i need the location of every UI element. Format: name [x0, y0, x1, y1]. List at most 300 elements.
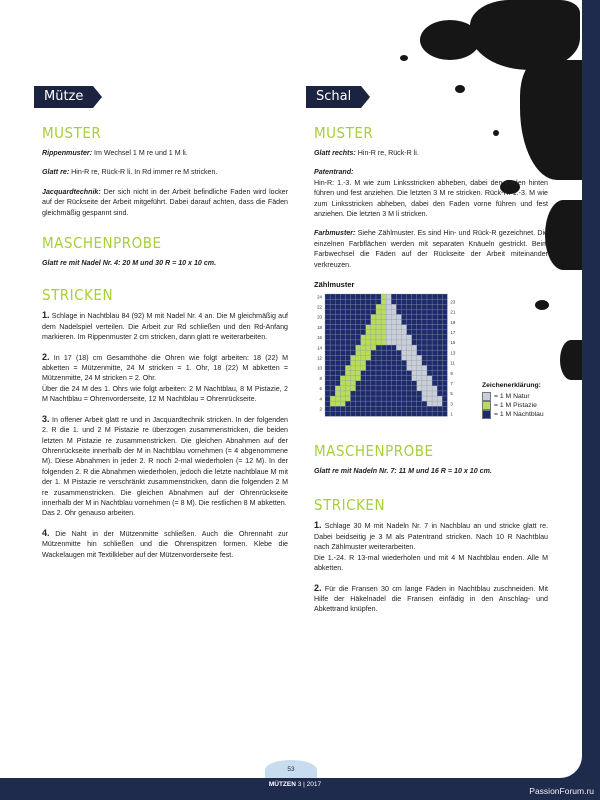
chart-cell: [361, 381, 366, 386]
chart-cell: [366, 371, 371, 376]
chart-cell: [345, 314, 350, 319]
chart-cell: [335, 381, 340, 386]
chart-tick-left: 10: [317, 365, 322, 371]
chart-cell: [361, 299, 366, 304]
chart-cell: [432, 391, 437, 396]
chart-cell: [422, 371, 427, 376]
chart-cell: [396, 376, 401, 381]
chart-cell: [427, 376, 432, 381]
chart-cell: [371, 345, 376, 350]
chart-tick-left: 16: [317, 335, 322, 341]
chart-cell: [442, 294, 447, 299]
chart-cell: [396, 340, 401, 345]
chart-cell: [356, 391, 361, 396]
chart-cell: [371, 391, 376, 396]
chart-cell: [335, 299, 340, 304]
chart-cell: [396, 355, 401, 360]
chart-cell: [335, 345, 340, 350]
legend-item-pistazie: [482, 401, 552, 410]
chart-cell: [335, 350, 340, 355]
chart-cell: [437, 320, 442, 325]
chart-cell: [345, 406, 350, 411]
chart-cell: [345, 376, 350, 381]
label-glatt-rechts: Glatt rechts:: [314, 149, 356, 157]
chart-tick-right: 17: [450, 330, 456, 336]
chart-cell: [442, 335, 447, 340]
chart-cell: [361, 314, 366, 319]
chart-cell: [381, 314, 386, 319]
chart-tick-right: 21: [450, 309, 456, 315]
chart-cell: [361, 350, 366, 355]
chart-cell: [396, 391, 401, 396]
chart-cell: [442, 406, 447, 411]
chart-cell: [371, 355, 376, 360]
chart-cell: [351, 335, 356, 340]
chart-cell: [351, 299, 356, 304]
chart-cell: [356, 330, 361, 335]
chart-cell: [381, 299, 386, 304]
chart-cell: [371, 406, 376, 411]
chart-cell: [325, 345, 330, 350]
chart-cell: [417, 340, 422, 345]
chart-cell: [351, 406, 356, 411]
chart-cell: [437, 299, 442, 304]
paragraph-maschenprobe: [42, 258, 288, 268]
chart-cell: [371, 304, 376, 309]
chart-cell: [366, 330, 371, 335]
chart-cell: [381, 386, 386, 391]
chart-cell: [340, 335, 345, 340]
maschenprobe-heading: MASCHENPROBE: [314, 442, 434, 461]
chart-cell: [361, 391, 366, 396]
chart-cell: [437, 411, 442, 416]
chart-cell: [325, 371, 330, 376]
chart-cell: [381, 365, 386, 370]
chart-cell: [351, 330, 356, 335]
chart-cell: [335, 294, 340, 299]
chart-cell: [407, 365, 412, 370]
chart-cell: [371, 320, 376, 325]
chart-cell: [340, 411, 345, 416]
chart-cell: [437, 401, 442, 406]
chart-cell: [330, 340, 335, 345]
zaehlmuster-grid: [314, 292, 484, 420]
chart-cell: [402, 330, 407, 335]
chart-tick-left: 12: [317, 355, 322, 361]
chart-cell: [371, 299, 376, 304]
chart-cell: [427, 396, 432, 401]
chart-cell: [325, 406, 330, 411]
chart-cell: [351, 294, 356, 299]
chart-cell: [402, 401, 407, 406]
chart-cell: [381, 294, 386, 299]
chart-cell: [437, 294, 442, 299]
chart-cell: [391, 411, 396, 416]
chart-cell: [396, 330, 401, 335]
chart-cell: [442, 340, 447, 345]
chart-cell: [376, 330, 381, 335]
chart-cell: [396, 360, 401, 365]
chart-cell: [371, 401, 376, 406]
chart-cell: [381, 350, 386, 355]
chart-cell: [345, 350, 350, 355]
chart-cell: [422, 401, 427, 406]
right-column: [314, 86, 548, 624]
chart-cell: [427, 391, 432, 396]
chart-cell: [422, 350, 427, 355]
chart-cell: [366, 335, 371, 340]
chart-cell: [330, 386, 335, 391]
chart-cell: [422, 376, 427, 381]
chart-cell: [402, 391, 407, 396]
chart-cell: [345, 294, 350, 299]
chart-cell: [386, 294, 391, 299]
step-2-continued: Über die 24 M des 1. Ohrs wie folgt arbeiten: 2 M Nachtblau, 8 M Pistazie, 2 M Nachtblau = Ohrenvorderseite, 12 M Nachtblau = Ohrenrückseite.: [42, 384, 288, 404]
chart-cell: [330, 391, 335, 396]
chart-cell: [412, 345, 417, 350]
ink-splatter: [560, 340, 582, 380]
chart-cell: [432, 350, 437, 355]
chart-cell: [381, 309, 386, 314]
legend-title: Zeichenerklärung:: [482, 382, 541, 390]
chart-cell: [351, 340, 356, 345]
chart-cell: [417, 365, 422, 370]
step-number: 2.: [42, 351, 50, 362]
chart-tick-right: 1: [450, 411, 453, 417]
chart-tick-left: 2: [319, 406, 322, 412]
chart-cell: [340, 294, 345, 299]
chart-tick-right: 15: [450, 340, 456, 346]
chart-cell: [442, 314, 447, 319]
muster-heading: MUSTER: [314, 124, 374, 142]
chart-cell: [417, 345, 422, 350]
chart-cell: [376, 411, 381, 416]
chart-cell: [432, 320, 437, 325]
chart-cell: [437, 355, 442, 360]
chart-cell: [391, 406, 396, 411]
chart-cell: [402, 411, 407, 416]
chart-cell: [427, 401, 432, 406]
chart-cell: [376, 314, 381, 319]
chart-cell: [412, 314, 417, 319]
chart-cell: [351, 396, 356, 401]
chart-cell: [386, 391, 391, 396]
chart-cell: [351, 376, 356, 381]
chart-cell: [427, 365, 432, 370]
chart-cell: [402, 325, 407, 330]
chart-cell: [407, 360, 412, 365]
chart-cell: [422, 294, 427, 299]
chart-cell: [386, 309, 391, 314]
chart-cell: [381, 335, 386, 340]
chart-cell: [402, 355, 407, 360]
chart-cell: [386, 411, 391, 416]
chart-cell: [345, 386, 350, 391]
chart-cell: [396, 371, 401, 376]
chart-cell: [335, 401, 340, 406]
chart-cell: [345, 355, 350, 360]
chart-tick-left: 20: [317, 314, 322, 320]
chart-cell: [432, 381, 437, 386]
chart-cell: [437, 330, 442, 335]
chart-cell: [407, 406, 412, 411]
chart-cell: [396, 304, 401, 309]
chart-cell: [371, 294, 376, 299]
chart-cell: [427, 320, 432, 325]
swatch-natur: [482, 392, 491, 401]
step-number: 1.: [314, 520, 322, 531]
chart-cell: [412, 396, 417, 401]
chart-cell: [422, 411, 427, 416]
paragraph-glatt-re: [42, 167, 288, 177]
chart-cell: [330, 365, 335, 370]
chart-cell: [356, 314, 361, 319]
chart-cell: [407, 396, 412, 401]
chart-cell: [442, 360, 447, 365]
label-jacquard: Jacquardtechnik:: [42, 187, 101, 196]
chart-cell: [361, 304, 366, 309]
chart-cell: [345, 401, 350, 406]
watermark: PassionForum.ru: [529, 786, 594, 796]
chart-cell: [437, 396, 442, 401]
chart-cell: [325, 314, 330, 319]
chart-cell: [340, 396, 345, 401]
chart-cell: [422, 360, 427, 365]
chart-cell: [376, 304, 381, 309]
chart-cell: [351, 345, 356, 350]
chart-cell: [330, 320, 335, 325]
chart-cell: [442, 376, 447, 381]
ink-splatter: [400, 55, 408, 61]
chart-cell: [330, 325, 335, 330]
footer-magazine: [255, 778, 335, 800]
chart-cell: [442, 355, 447, 360]
label-glatt-re: Glatt re:: [42, 168, 70, 177]
chart-cell: [376, 365, 381, 370]
chart-title: Zählmuster: [314, 280, 355, 290]
chart-cell: [437, 345, 442, 350]
chart-cell: [351, 365, 356, 370]
chart-cell: [366, 401, 371, 406]
chart-cell: [371, 360, 376, 365]
chart-cell: [407, 345, 412, 350]
chart-cell: [422, 314, 427, 319]
step-text: Für die Fransen 30 cm lange Fäden in Nachtblau zuschneiden. Mit Hilfe der Häkelnadel die Fransen einfädig in den Anschlag- und Abkettrand knüpfen.: [314, 584, 548, 614]
chart-cell: [371, 396, 376, 401]
chart-cell: [376, 340, 381, 345]
chart-cell: [432, 411, 437, 416]
chart-cell: [402, 381, 407, 386]
swatch-pistazie: [482, 401, 491, 410]
chart-cell: [345, 345, 350, 350]
chart-cell: [366, 309, 371, 314]
chart-cell: [417, 314, 422, 319]
zaehlmuster-chart: [314, 292, 548, 420]
chart-cell: [407, 320, 412, 325]
chart-cell: [335, 371, 340, 376]
chart-cell: [432, 314, 437, 319]
chart-cell: [417, 330, 422, 335]
chart-cell: [442, 320, 447, 325]
chart-cell: [371, 371, 376, 376]
chart-cell: [402, 309, 407, 314]
chart-cell: [356, 386, 361, 391]
chart-cell: [391, 340, 396, 345]
chart-cell: [396, 325, 401, 330]
chart-cell: [345, 371, 350, 376]
chart-cell: [330, 401, 335, 406]
chart-cell: [432, 401, 437, 406]
chart-cell: [412, 365, 417, 370]
chart-tick-left: 8: [319, 375, 322, 381]
chart-cell: [396, 386, 401, 391]
chart-cell: [351, 386, 356, 391]
chart-cell: [427, 340, 432, 345]
chart-cell: [422, 386, 427, 391]
chart-cell: [391, 396, 396, 401]
chart-cell: [340, 401, 345, 406]
chart-cell: [417, 386, 422, 391]
chart-cell: [442, 401, 447, 406]
chart-cell: [396, 406, 401, 411]
chart-cell: [345, 330, 350, 335]
chart-cell: [330, 350, 335, 355]
chart-tick-left: 24: [317, 294, 322, 300]
chart-cell: [386, 335, 391, 340]
chart-cell: [361, 345, 366, 350]
chart-cell: [422, 299, 427, 304]
chart-cell: [330, 314, 335, 319]
chart-tick-right: 23: [450, 299, 456, 305]
chart-cell: [361, 376, 366, 381]
chart-cell: [325, 340, 330, 345]
chart-cell: [427, 335, 432, 340]
chart-cell: [412, 340, 417, 345]
chart-cell: [345, 325, 350, 330]
chart-cell: [402, 365, 407, 370]
chart-cell: [381, 325, 386, 330]
chart-cell: [356, 345, 361, 350]
swatch-nachtblau: [482, 410, 491, 419]
chart-cell: [351, 360, 356, 365]
chart-cell: [402, 371, 407, 376]
chart-cell: [412, 391, 417, 396]
chart-cell: [366, 314, 371, 319]
chart-cell: [442, 345, 447, 350]
chart-cell: [412, 376, 417, 381]
chart-cell: [412, 320, 417, 325]
chart-cell: [386, 330, 391, 335]
chart-cell: [376, 299, 381, 304]
chart-cell: [376, 386, 381, 391]
chart-cell: [386, 371, 391, 376]
chart-cell: [340, 325, 345, 330]
chart-cell: [427, 355, 432, 360]
chart-cell: [407, 376, 412, 381]
chart-cell: [422, 345, 427, 350]
chart-cell: [422, 406, 427, 411]
chart-cell: [330, 309, 335, 314]
chart-cell: [437, 309, 442, 314]
chart-cell: [381, 304, 386, 309]
chart-cell: [361, 335, 366, 340]
chart-cell: [345, 365, 350, 370]
chart-cell: [361, 401, 366, 406]
chart-cell: [330, 304, 335, 309]
chart-cell: [361, 360, 366, 365]
step-text: Die Naht in der Mützenmitte schließen. Auch die Ohrennaht zur Mützenmitte hin schließen und die Ohrenspitzen formen. Klebe die Wackelaugen mit Textilkleber auf der Mützenvorderseite fest.: [42, 529, 288, 559]
chart-cell: [361, 340, 366, 345]
chart-cell: [371, 330, 376, 335]
chart-cell: [432, 325, 437, 330]
chart-cell: [442, 325, 447, 330]
chart-cell: [437, 335, 442, 340]
paragraph-maschenprobe: [314, 466, 548, 476]
chart-cell: [340, 365, 345, 370]
chart-cell: [442, 350, 447, 355]
step-text: Schlage in Nachtblau 84 (92) M mit Nadel Nr. 4 an. Die M gleichmäßig auf dem Nadelspiel verteilen. Die Arbeit zur Rd schließen und den Rd-Anfang markieren. Im Rippenmuster 2 cm stricken, dann glatt re weiterarbeiten.: [42, 312, 288, 342]
chart-cell: [371, 309, 376, 314]
chart-cell: [356, 320, 361, 325]
chart-cell: [407, 350, 412, 355]
chart-tick-left: 4: [319, 396, 322, 402]
chart-cell: [325, 411, 330, 416]
chart-cell: [335, 320, 340, 325]
chart-cell: [412, 360, 417, 365]
chart-cell: [427, 386, 432, 391]
chart-cell: [325, 320, 330, 325]
chart-cell: [396, 314, 401, 319]
chart-cell: [381, 355, 386, 360]
chart-cell: [432, 355, 437, 360]
chart-cell: [407, 386, 412, 391]
chart-cell: [330, 411, 335, 416]
chart-cell: [427, 360, 432, 365]
chart-cell: [351, 391, 356, 396]
chart-cell: [361, 371, 366, 376]
chart-cell: [356, 406, 361, 411]
chart-cell: [366, 386, 371, 391]
chart-cell: [437, 350, 442, 355]
chart-cell: [325, 299, 330, 304]
chart-cell: [340, 320, 345, 325]
chart-cell: [407, 381, 412, 386]
chart-cell: [442, 365, 447, 370]
chart-cell: [335, 314, 340, 319]
chart-cell: [386, 320, 391, 325]
chart-cell: [366, 325, 371, 330]
chart-cell: [361, 330, 366, 335]
legend-item-nachtblau: [482, 410, 552, 419]
chart-cell: [412, 309, 417, 314]
chart-cell: [407, 335, 412, 340]
chart-cell: [386, 345, 391, 350]
chart-cell: [422, 335, 427, 340]
text-glatt-rechts: Hin-R re, Rück-R li.: [355, 149, 419, 157]
chart-cell: [376, 355, 381, 360]
text-maschenprobe: Glatt re mit Nadel Nr. 4: 20 M und 30 R = 10 x 10 cm.: [42, 259, 217, 268]
legend-item-natur: [482, 392, 552, 401]
chart-cell: [412, 330, 417, 335]
chart-cell: [417, 335, 422, 340]
chart-cell: [366, 391, 371, 396]
chart-cell: [356, 401, 361, 406]
chart-cell: [340, 299, 345, 304]
chart-cell: [376, 335, 381, 340]
chart-cell: [361, 320, 366, 325]
chart-cell: [330, 335, 335, 340]
chart-cell: [437, 314, 442, 319]
